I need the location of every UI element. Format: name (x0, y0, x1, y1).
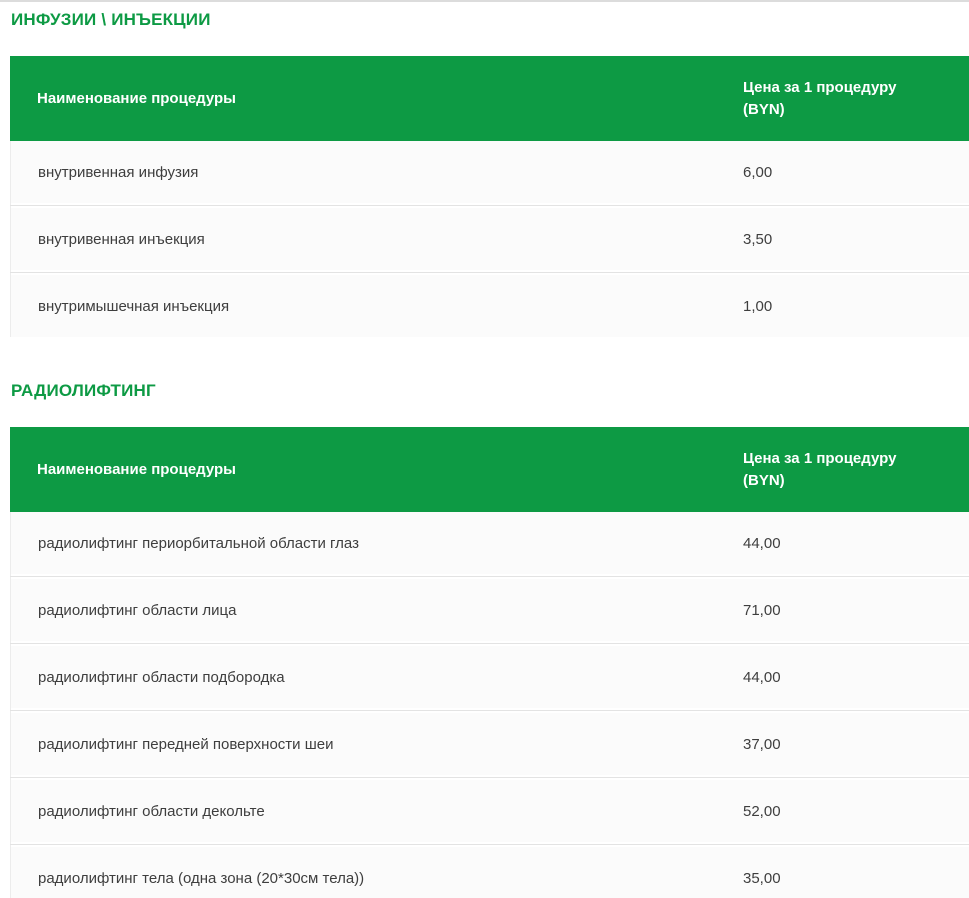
column-header-name: Наименование процедуры (37, 460, 236, 478)
procedure-name-cell: внутривенная инъекция (38, 230, 205, 248)
table-row (11, 141, 969, 203)
procedure-name-cell: радиолифтинг периорбитальной области глаз (38, 534, 359, 552)
table-row (11, 780, 969, 842)
procedure-name-cell: внутривенная инфузия (38, 163, 199, 181)
price-cell: 44,00 (743, 534, 781, 552)
procedure-name-cell: внутримышечная инъекция (38, 297, 230, 315)
column-header-price: Цена за 1 процедуру (BYN) (743, 78, 897, 118)
procedure-name-cell: радиолифтинг области подбородка (38, 668, 285, 686)
price-cell: 37,00 (743, 735, 781, 753)
procedure-name-cell: радиолифтинг передней поверхности шеи (38, 735, 334, 753)
table-row (11, 713, 969, 775)
price-cell: 6,00 (743, 163, 773, 181)
section-title: ИНФУЗИИ \ ИНЪЕКЦИИ (11, 10, 211, 29)
section-infusions (0, 10, 969, 337)
price-cell: 3,50 (743, 230, 773, 248)
price-cell: 35,00 (743, 869, 781, 887)
table-body (10, 512, 969, 898)
table-row (11, 512, 969, 574)
price-table (10, 56, 969, 337)
price-table (10, 427, 969, 898)
table-row (11, 847, 969, 898)
table-body (10, 141, 969, 337)
price-cell: 44,00 (743, 668, 781, 686)
table-header-row (10, 427, 969, 512)
section-radiolifting (0, 381, 969, 898)
table-row (11, 275, 969, 337)
procedure-name-cell: радиолифтинг области декольте (38, 802, 265, 820)
price-cell: 71,00 (743, 601, 781, 619)
table-row (11, 646, 969, 708)
price-list-page (0, 2, 969, 898)
procedure-name-cell: радиолифтинг области лица (38, 601, 237, 619)
price-cell: 1,00 (743, 297, 773, 315)
procedure-name-cell: радиолифтинг тела (одна зона (20*30см тела)) (38, 869, 365, 887)
section-title: РАДИОЛИФТИНГ (11, 381, 156, 400)
table-row (11, 208, 969, 270)
table-header-row (10, 56, 969, 141)
column-header-name: Наименование процедуры (37, 89, 236, 107)
column-header-price: Цена за 1 процедуру (BYN) (743, 449, 897, 489)
price-cell: 52,00 (743, 802, 781, 820)
table-row (11, 579, 969, 641)
